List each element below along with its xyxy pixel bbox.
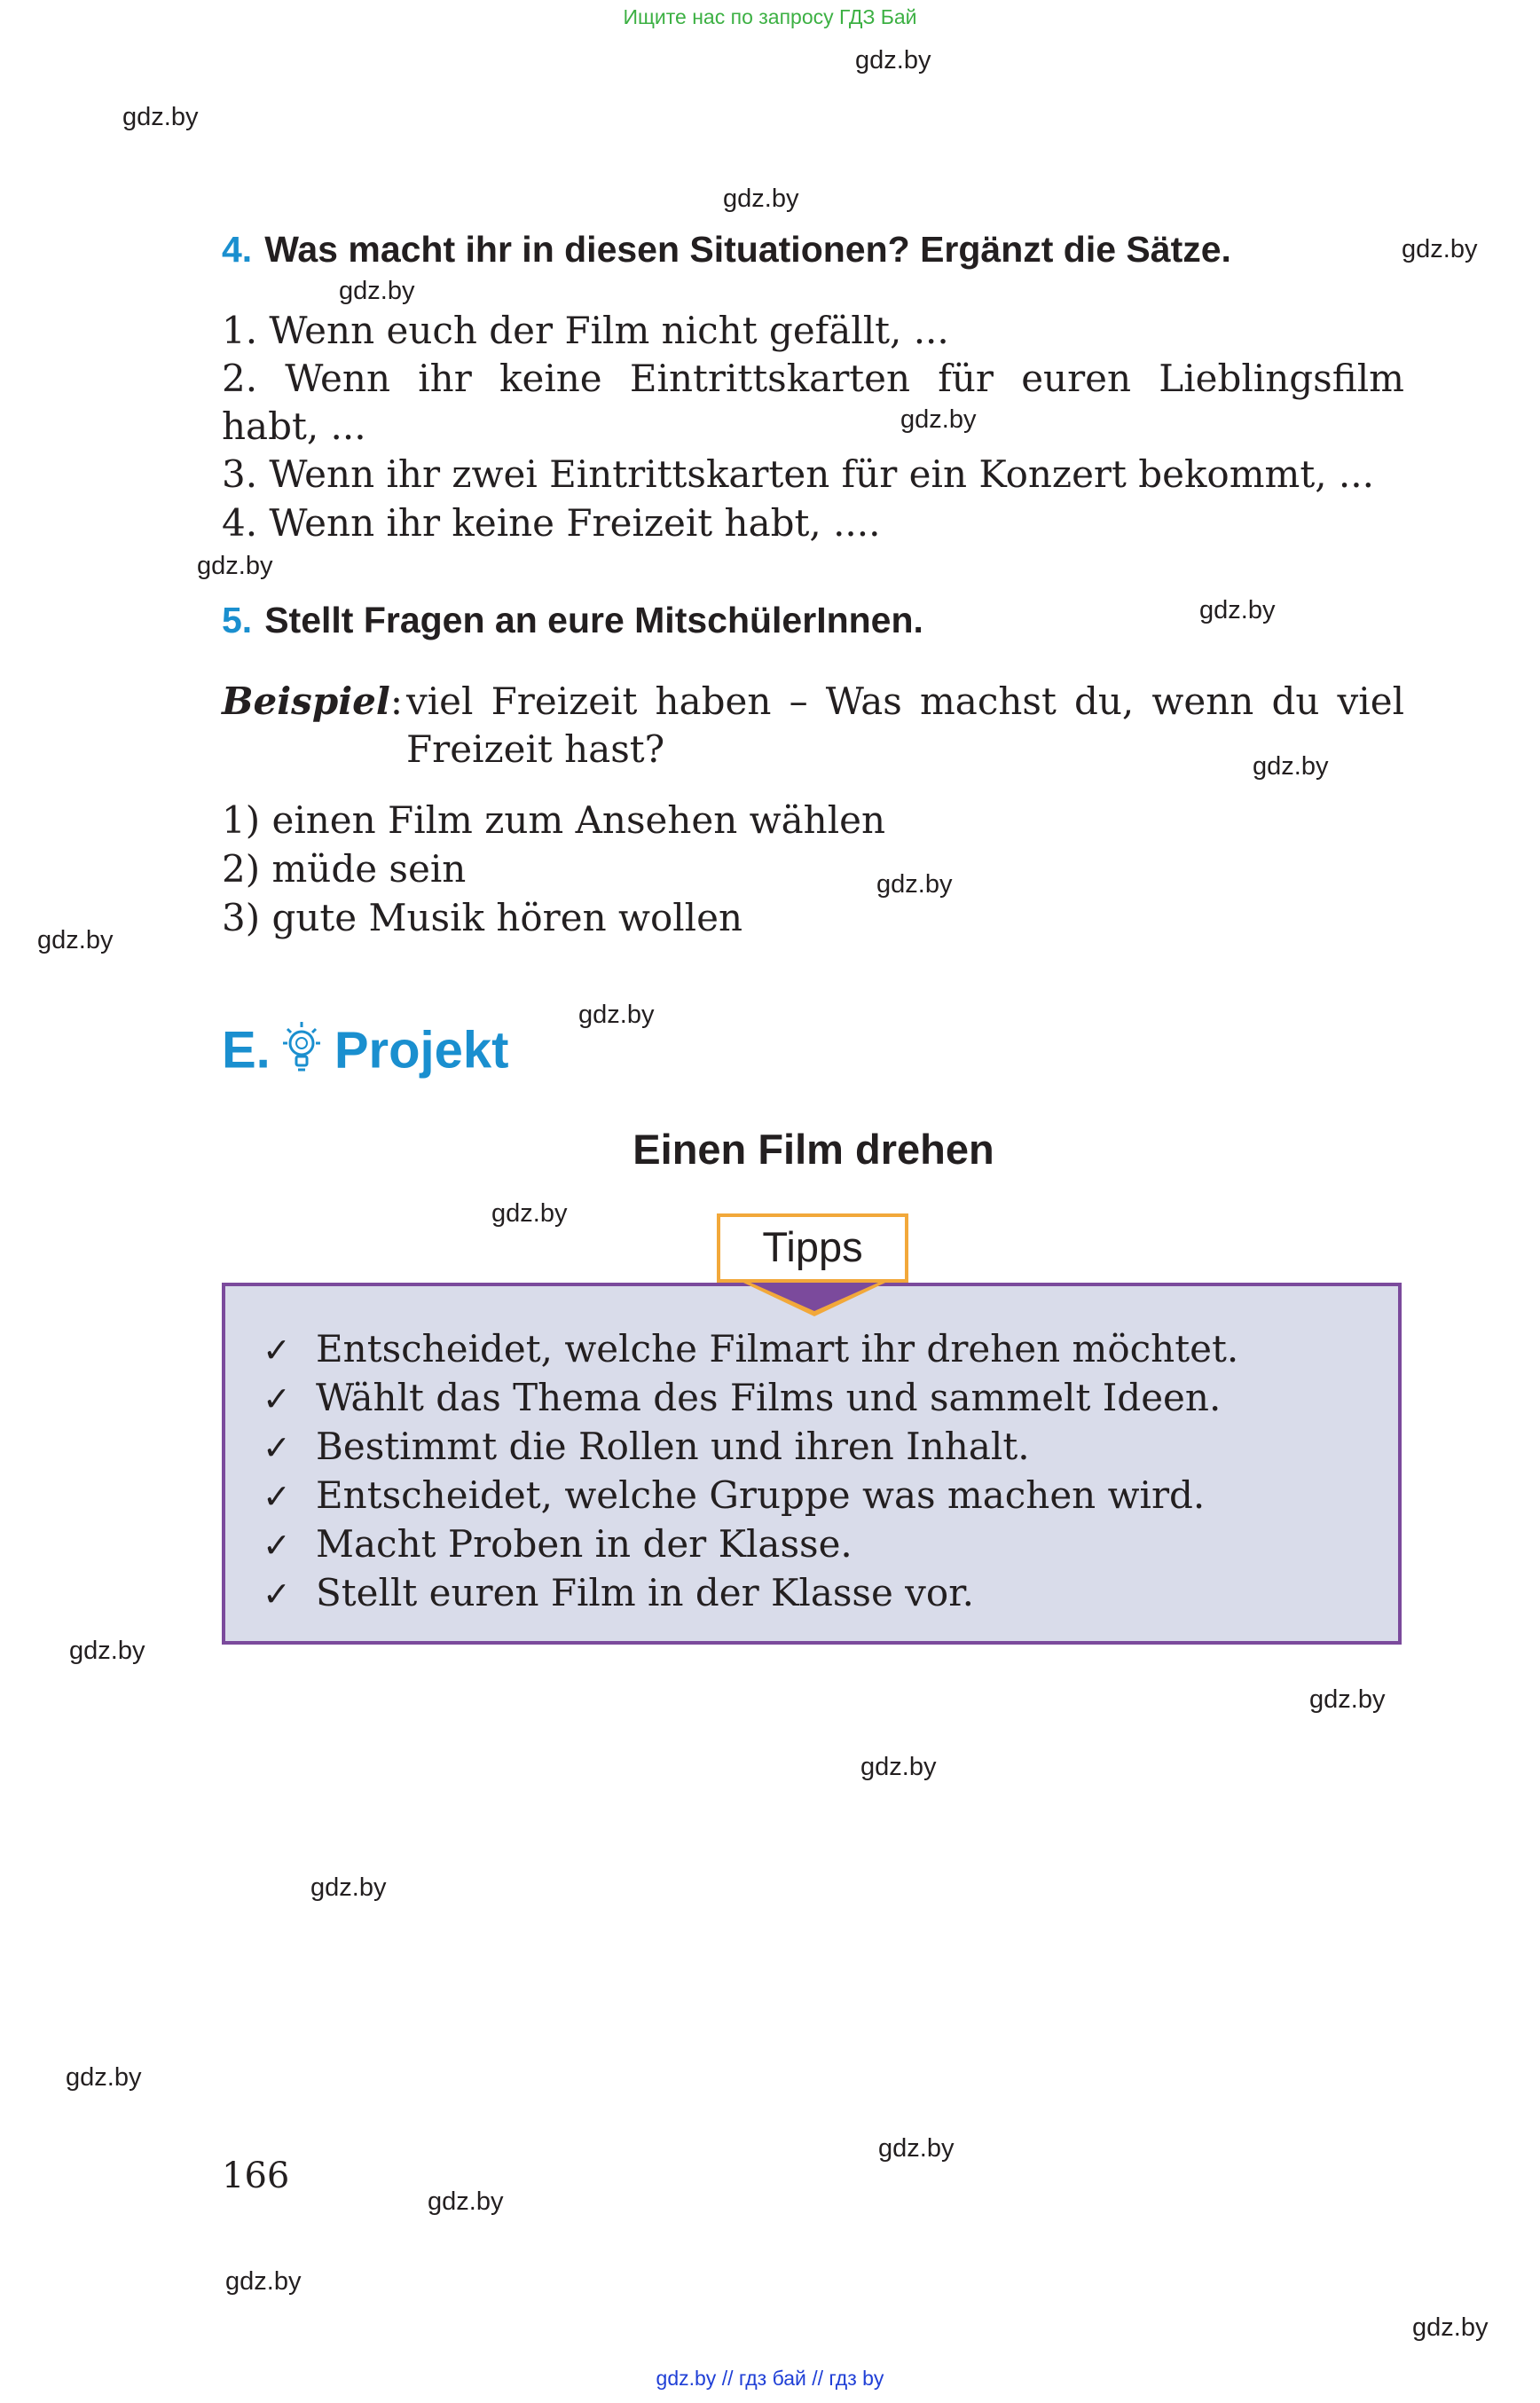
tip-item: ✓ Stellt euren Film in der Klasse vor.	[263, 1569, 1238, 1618]
example-label: Beispiel:	[222, 679, 403, 723]
watermark: gdz.by	[225, 2267, 302, 2296]
watermark: gdz.by	[855, 46, 931, 75]
watermark: gdz.by	[310, 1873, 387, 1902]
watermark: gdz.by	[66, 2063, 142, 2092]
project-subtitle: Einen Film drehen	[632, 1126, 994, 1173]
task-5-heading	[222, 600, 923, 641]
checkmark-icon: ✓	[263, 1526, 291, 1565]
watermark: gdz.by	[37, 926, 114, 954]
checkmark-icon: ✓	[263, 1379, 291, 1418]
watermark: gdz.by	[900, 405, 977, 434]
checkmark-icon: ✓	[263, 1331, 291, 1370]
watermark: gdz.by	[860, 1753, 937, 1781]
page-number: 166	[222, 2156, 290, 2196]
task-5-item: 1) einen Film zum Ansehen wählen	[222, 798, 886, 842]
watermark: gdz.by	[1199, 596, 1276, 624]
watermark: gdz.by	[878, 2134, 955, 2163]
tip-item: ✓ Entscheidet, welche Filmart ihr drehen möchtet.	[263, 1325, 1238, 1374]
tips-tab: Tipps	[717, 1213, 908, 1283]
watermark: gdz.by	[723, 185, 799, 213]
checkmark-icon: ✓	[263, 1575, 291, 1614]
task-4-item: 1. Wenn euch der Film nicht gefällt, ...	[222, 309, 949, 352]
watermark: gdz.by	[491, 1199, 568, 1228]
watermark: gdz.by	[339, 277, 415, 305]
task-title: Was macht ihr in diesen Situationen? Ergänzt die Sätze.	[264, 229, 1231, 270]
task-number: 4.	[222, 229, 253, 270]
watermark: gdz.by	[1309, 1685, 1386, 1714]
example-line: viel Freizeit haben – Was machst du, wenn du viel	[406, 679, 1404, 723]
watermark: gdz.by	[1412, 2313, 1489, 2342]
section-heading	[222, 1020, 508, 1088]
watermark: gdz.by	[578, 1001, 655, 1029]
tab-pointer	[743, 1283, 885, 1323]
task-number: 5.	[222, 600, 253, 640]
top-banner[interactable]: Ищите нас по запросу ГДЗ Бай	[623, 5, 917, 28]
tip-item: ✓ Entscheidet, welche Gruppe was machen wird.	[263, 1472, 1238, 1520]
watermark: gdz.by	[876, 870, 953, 899]
task-4-item: 4. Wenn ihr keine Freizeit habt, ....	[222, 501, 881, 545]
watermark: gdz.by	[428, 2187, 504, 2216]
watermark: gdz.by	[69, 1637, 145, 1665]
lightbulb-icon	[279, 1020, 324, 1088]
section-title: Projekt	[334, 1021, 509, 1080]
task-4-item: 2. Wenn ihr keine Eintrittskarten für euren Lieblingsfilm	[222, 357, 1404, 400]
task-4-item: 3. Wenn ihr zwei Eintrittskarten für ein Konzert bekommt, ...	[222, 452, 1374, 496]
tip-item: ✓ Wählt das Thema des Films und sammelt Ideen.	[263, 1374, 1238, 1423]
task-5-item: 2) müde sein	[222, 847, 467, 891]
watermark: gdz.by	[122, 103, 199, 131]
task-4-heading	[222, 229, 1231, 271]
example-line: Freizeit hast?	[406, 727, 665, 771]
footer-links[interactable]: gdz.by // гдз бай // гдз by	[656, 2367, 884, 2390]
task-5-item: 3) gute Musik hören wollen	[222, 896, 742, 939]
tip-item: ✓ Bestimmt die Rollen und ihren Inhalt.	[263, 1423, 1238, 1472]
watermark: gdz.by	[1253, 752, 1329, 781]
tips-list	[263, 1325, 1238, 1618]
task-title: Stellt Fragen an eure MitschülerInnen.	[264, 600, 923, 640]
checkmark-icon: ✓	[263, 1477, 291, 1516]
section-letter: E.	[222, 1021, 271, 1080]
watermark: gdz.by	[1402, 235, 1478, 263]
watermark: gdz.by	[197, 552, 273, 580]
tip-item: ✓ Macht Proben in der Klasse.	[263, 1520, 1238, 1569]
checkmark-icon: ✓	[263, 1428, 291, 1467]
task-4-item-continuation: habt, ...	[222, 404, 366, 448]
